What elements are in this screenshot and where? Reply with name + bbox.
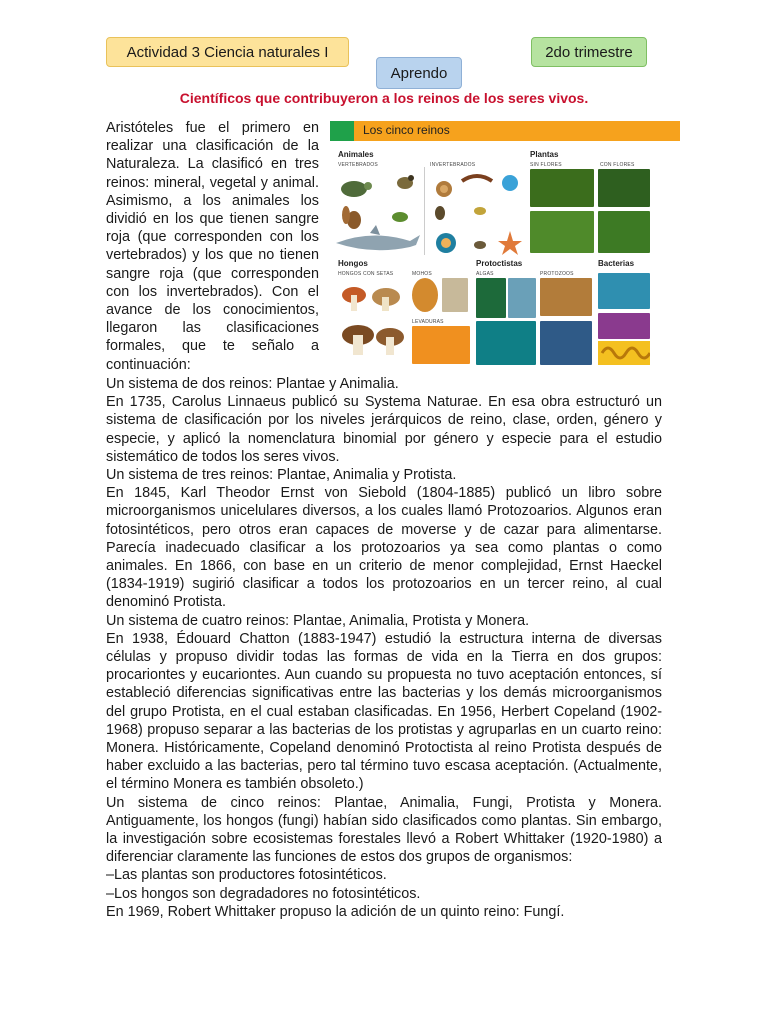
protozoa-image-1 [540, 278, 592, 316]
protozoa-image-2 [540, 321, 592, 365]
mold-image-2 [442, 278, 468, 312]
bacteria-image-2 [598, 313, 650, 339]
figure-title: Los cinco reinos [363, 123, 450, 137]
section-animales: Animales [338, 150, 374, 159]
plant-flower-image-2 [598, 211, 650, 253]
sub-con-flores: CON FLORES [600, 162, 635, 168]
body-text [106, 375, 662, 921]
paragraph: –Los hongos son degradadores no fotosintéticos. [106, 885, 421, 902]
sub-protozoos: PROTOZOOS [540, 271, 574, 277]
paragraph: Un sistema de dos reinos: Plantae y Animalia. [106, 376, 399, 392]
paragraph: –Las plantas son productores fotosintéticos. [106, 867, 387, 884]
activity-tag: Actividad 3 Ciencia naturales I [106, 37, 349, 67]
sub-sin-flores: SIN FLORES [530, 162, 562, 168]
section-protoctistas: Protoctistas [476, 259, 523, 268]
paragraph: Un sistema de cinco reinos: Plantae, Animalia, Fungi, Protista y Monera. Antiguamente, los hongos (fungi) habían sido clasificados como plantas. Sin embargo, la investigación sobre ecosistemas forestales llevó a Robert Whittaker (1920-1980) a diferenciar claramente las funciones de estos dos grupos de organismos: [106, 794, 662, 866]
bacteria-image-3 [598, 341, 650, 365]
section-bacterias: Bacterias [598, 259, 635, 268]
algae-image-1 [476, 278, 506, 318]
plant-fern-image [530, 211, 594, 253]
animals-illustration [332, 167, 522, 257]
sub-invertebrados: INVERTEBRADOS [430, 162, 476, 168]
sub-algas: ALGAS [476, 271, 494, 277]
paragraph: Un sistema de tres reinos: Plantae, Animalia y Protista. [106, 467, 457, 484]
mushrooms-illustration [336, 277, 410, 363]
algae-image-2 [508, 278, 536, 318]
sub-mohos: MOHOS [412, 271, 432, 277]
five-kingdoms-figure [330, 121, 680, 367]
paragraph: En 1938, Édouard Chatton (1883-1947) estudió la estructura interna de diversas células y propuso dividir todas las formas de vida en la Tierra en dos grupos: procariontes y eucariontes. Aun cuando su propuesta no tuvo aceptación entonces, sí estableció diferencias significativas entre las bacterias y los demás microorganismos del grupo Protista, en el cual estaban clasificadas. En 1956, Herbert Copeland (1902-1968) propuso separar a las bacterias de los protistas y agruparlas en un cuarto reino: Monera. Históricamente, Copeland denominó Protoctista al reino Protista después de haber excluido a las bacterias, pero tal término tuvo escasa aceptación. (Actualmente, el término Monera es también obsoleto.) [106, 630, 662, 793]
paragraph: En 1969, Robert Whittaker propuso la adición de un quinto reino: Fungí. [106, 903, 565, 920]
section-tag: Aprendo [376, 57, 462, 89]
sub-vertebrados: VERTEBRADOS [338, 162, 378, 168]
figure-header [330, 121, 680, 141]
figure-header-accent [330, 121, 354, 141]
yeast-image [412, 326, 470, 364]
mold-image-1 [412, 278, 438, 312]
paragraph: Un sistema de cuatro reinos: Plantae, Animalia, Protista y Monera. [106, 612, 530, 629]
sub-levaduras: LEVADURAS [412, 319, 444, 325]
sub-hongos-con-setas: HONGOS CON SETAS [338, 271, 394, 277]
bacteria-image-1 [598, 273, 650, 309]
intro-paragraph: Aristóteles fue el primero en realizar una clasificación de la Naturaleza. La clasificó en tres reinos: mineral, vegetal y animal. Asimismo, a los animales los dividió en los que tienen sangre roja (que corresponden con los vertebrados) y los que no tienen sangre roja (que corresponden con los invertebrados). Con el avance de los conocimientos, llegaron las clasificaciones formales, que te señalo a continuación: [106, 120, 319, 373]
plant-flower-image-1 [598, 169, 650, 207]
algae-image-3 [476, 321, 536, 365]
term-tag: 2do trimestre [531, 37, 647, 67]
section-plantas: Plantas [530, 150, 559, 159]
plant-moss-image [530, 169, 594, 207]
paragraph: En 1845, Karl Theodor Ernst von Siebold (1804-1885) publicó un libro sobre microorganismos unicelulares diversos, a los cuales llamó Protozoarios. Algunos eran fotosintéticos, pero otros eran capaces de moverse y de cazar para alimentarse. Parecía inadecuado clasificar a los protozoarios ya sea como plantas o como animales. En 1866, con base en un criterio de menor complejidad, Ernst Haeckel (1834-1919) sugirió clasificar a todos los protozoarios en un tercer reino, al cual denominó Protista. [106, 485, 662, 611]
page-title: Científicos que contribuyeron a los reinos de los seres vivos. [179, 90, 589, 106]
paragraph: En 1735, Carolus Linnaeus publicó su Systema Naturae. En esa obra estructuró un sistema de clasificación por los niveles jerárquicos de reino, clase, orden, género y especie, y aplicó la nomenclatura binomial por género y especie para el estudio sistemático de todos los seres vivos. [106, 394, 662, 465]
section-hongos: Hongos [338, 259, 368, 268]
